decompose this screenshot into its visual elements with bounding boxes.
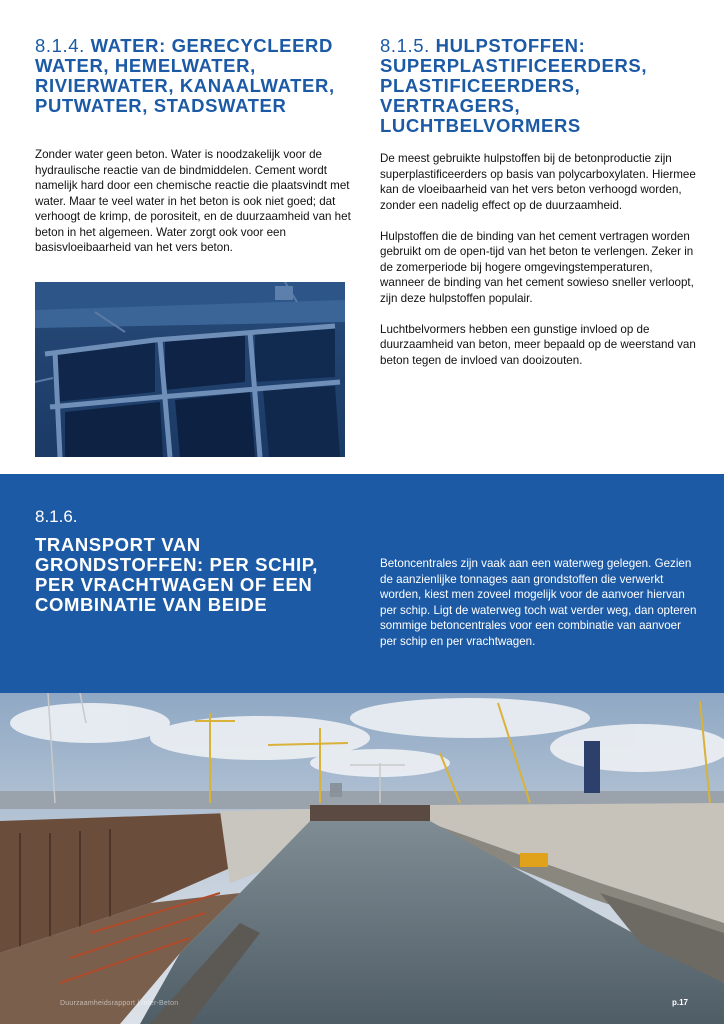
section-number: 8.1.6. [35, 507, 78, 526]
paragraph: Hulpstoffen die de binding van het cement vertragen worden gebruikt om de open-tijd van het beton te verlengen. Zeker in de zomerperiode bij hogere omgevingstemperaturen, wanneer de binding van het cement sowieso sneller verloopt, zijn deze hulpstoffen populair. [380, 229, 694, 305]
page-number: p.17 [671, 998, 688, 1007]
paragraph: Zonder water geen beton. Water is noodzakelijk voor de hydraulische reactie van de bindmiddelen. Cement wordt namelijk hard door een chemische reactie die plaatsvindt met water. Maar te veel water in het beton is ook niet goed; dat verhoogt de krimp, de porositeit, en de duurzaamheid van het beton in het algemeen. Water zorgt ook voor een basisvloeibaarheid van het vers beton. [35, 148, 351, 254]
paragraph: Luchtbelvormers hebben een gunstige invloed op de duurzaamheid van beton, meer bepaald op de weerstand van beton tegen de invloed van dooizouten. [380, 322, 696, 367]
section-heading: WATER: GERECYCLEERD WATER, HEMELWATER, RIVIERWATER, KANAALWATER, PUTWATER, STADSWATER [35, 35, 335, 116]
section-body-transport: Betoncentrales zijn vaak aan een waterweg gelegen. Gezien de aanzienlijke tonnages aan grondstoffen die verwerkt worden, kiest men zoveel mogelijk voor de aanvoer hiervan per schip. Ligt de waterweg toch wat verder weg, dan opteren sommige betoncentrales voor een combinatie van aanvoer per schip en per vrachtwagen. [380, 557, 697, 648]
photo-concrete-basins [35, 282, 345, 457]
section-number: 8.1.5. [380, 35, 430, 56]
paragraph: De meest gebruikte hulpstoffen bij de betonproductie zijn superplastificeerders op basis van polycarboxylaten. Hiermee kan de vloeibaarheid van het vers beton verhoogd worden, zonder een nadelig effect op de duurzaamheid. [380, 152, 696, 212]
section-body-hulpstoffen [380, 151, 698, 368]
footer-document-name: Duurzaamheidsrapport | Inter-Beton [60, 1000, 179, 1007]
section-number: 8.1.4. [35, 35, 85, 56]
section-body-water [35, 147, 353, 256]
section-title-hulpstoffen [380, 36, 690, 136]
section-title-water [35, 36, 355, 116]
section-heading: HULPSTOFFEN: SUPERPLASTIFICEERDERS, PLASTIFICEERDERS, VERTRAGERS, LUCHTBELVORMERS [380, 35, 648, 136]
section-title-transport: TRANSPORT VAN GRONDSTOFFEN: PER SCHIP, PER VRACHTWAGEN OF EEN COMBINATIE VAN BEIDE [35, 534, 319, 615]
photo-canal-construction [0, 693, 724, 1024]
